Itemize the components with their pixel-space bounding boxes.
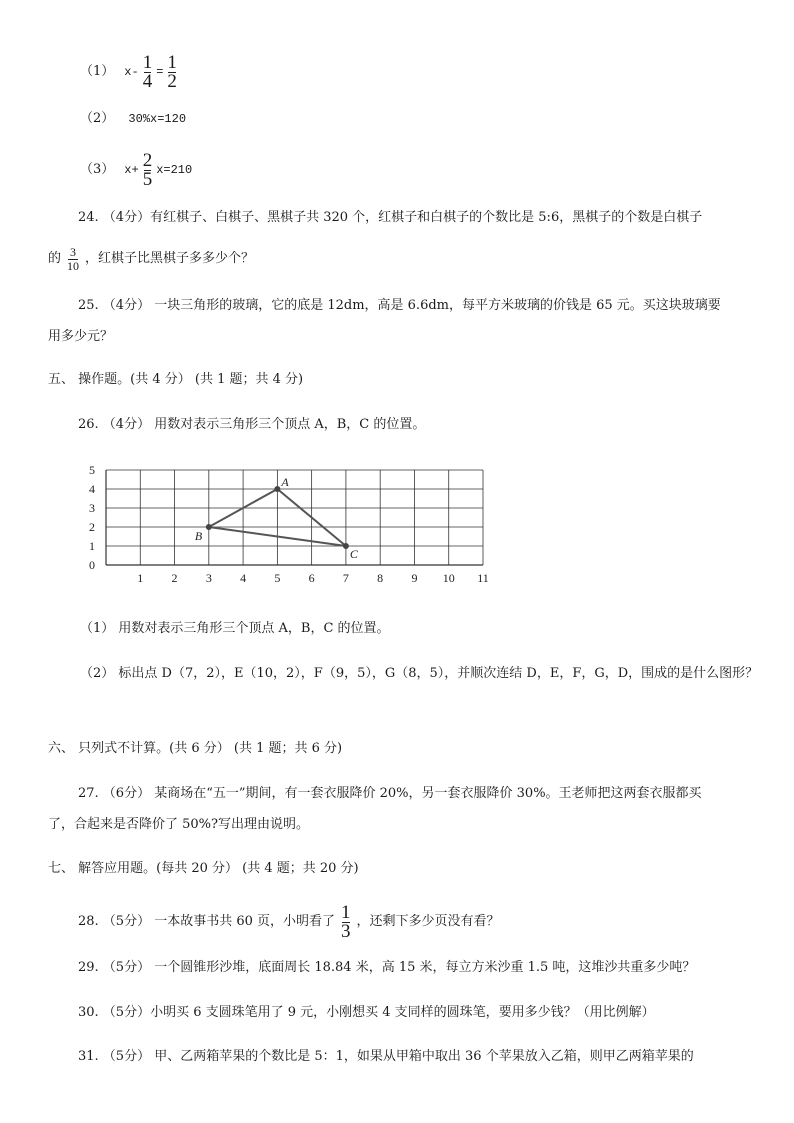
fraction-one-quarter [142,51,153,92]
equation-2-text: 30%x=120 [128,112,187,126]
fraction-denominator: 3 [341,920,351,942]
x-tick-label: 5 [274,571,281,585]
coordinate-grid-chart [80,462,500,592]
point-C [343,543,349,549]
grid-lines [106,470,483,565]
equation-1 [80,52,181,92]
equation-1-label: （1） [80,64,115,79]
question-26-text: 26. （4分） 用数对表示三角形三个顶点 A，B，C 的位置。 [78,417,426,432]
section-6-title: 六、 只列式不计算。(共 6 分） (共 1 题；共 6 分) [48,741,343,756]
y-tick-label: 5 [89,463,95,477]
section-5-title: 五、 操作题。(共 4 分） (共 1 题；共 4 分) [48,372,304,387]
x-tick-label: 11 [477,571,489,585]
question-24-post: ，红棋子比黑棋子多多少个？ [85,251,255,266]
question-24-line-1: 24. （4分）有红棋子、白棋子、黑棋子共 320 个，红棋子和白棋子的个数比是 5:6，黑棋子的个数是白棋子 [78,210,703,225]
question-27-line-1: 27. （6分） 某商场在“五一”期间，有一套衣服降价 20%，另一套衣服降价 30%。王老师把这两套衣服都买 [78,786,702,801]
x-tick-label: 2 [171,571,178,585]
question-29: 29. （5分） 一个圆锥形沙堆，底面周长 18.84 米，高 15 米，每立方米沙重 1.5 吨，这堆沙共重多少吨？ [78,960,696,975]
x-tick-label: 6 [308,571,315,585]
point-A [274,486,280,492]
point-label-B: B [194,529,203,543]
question-31: 31. （5分） 甲、乙两箱苹果的个数比是 5：1，如果从甲箱中取出 36 个苹果放入乙箱，则甲乙两箱苹果的 [78,1049,694,1064]
question-30: 30. （5分）小明买 6 支圆珠笔用了 9 元，小刚想买 4 支同样的圆珠笔，要用多少钱？（用比例解） [78,1005,655,1020]
point-B [206,524,212,530]
point-label-C: C [349,547,358,561]
fraction-denominator: 5 [142,168,153,190]
fraction-numerator: 3 [70,244,77,259]
equation-3-suffix: x=210 [156,163,193,177]
x-tick-label: 4 [240,571,247,585]
equation-3 [80,150,192,190]
x-tick-label: 3 [205,571,212,585]
question-27-line-2: 了，合起来是否降价了 50%?写出理由说明。 [48,817,309,832]
equation-2 [80,110,186,128]
question-24-pre: 的 [48,251,62,266]
equation-1-prefix: x- [124,65,139,79]
x-tick-label: 9 [411,571,418,585]
question-26-sub-1: （1） 用数对表示三角形三个顶点 A，B，C 的位置。 [80,621,390,636]
fraction-three-tenths [67,246,79,273]
x-tick-label: 10 [442,571,455,585]
x-tick-label: 8 [377,571,384,585]
x-tick-label: 1 [137,571,144,585]
question-28-pre: 28. （5分） 一本故事书共 60 页，小明看了 [78,914,336,929]
question-28 [78,902,500,942]
fraction-one-half [167,51,177,92]
fraction-numerator: 1 [142,51,153,73]
fraction-numerator: 1 [341,901,351,923]
fraction-denominator: 2 [167,70,177,92]
equation-2-label: （2） [80,111,115,126]
question-24-line-2 [48,241,254,277]
question-25-line-1: 25. （4分） 一块三角形的玻璃，它的底是 12dm，高是 6.6dm，每平方米玻璃的价钱是 65 元。买这块玻璃要 [78,298,721,313]
question-25-line-2: 用多少元？ [48,329,114,344]
fraction-one-third [341,901,351,942]
vertex-points [195,475,359,561]
fraction-two-fifths [142,149,153,190]
y-tick-label: 3 [89,501,95,515]
equation-3-prefix: x+ [124,163,139,177]
fraction-numerator: 1 [167,51,177,73]
fraction-denominator: 4 [142,70,153,92]
section-7-title: 七、 解答应用题。(每共 20 分） (共 4 题；共 20 分) [48,861,359,876]
y-tick-label: 0 [89,558,95,572]
question-26-sub-2: （2） 标出点 D（7，2），E（10，2），F（9，5），G（8，5），并顺次连结 D，E，F，G，D，围成的是什么图形？ [80,666,759,681]
tick-labels [89,463,489,585]
y-tick-label: 1 [89,539,95,553]
y-tick-label: 4 [89,482,95,496]
equals-sign: = [156,65,164,79]
fraction-denominator: 10 [67,258,80,273]
y-tick-label: 2 [89,520,95,534]
question-28-post: ，还剩下多少页没有看？ [356,914,500,929]
x-tick-label: 7 [342,571,349,585]
equation-3-label: （3） [80,162,115,177]
fraction-numerator: 2 [142,149,153,171]
point-label-A: A [281,475,289,489]
